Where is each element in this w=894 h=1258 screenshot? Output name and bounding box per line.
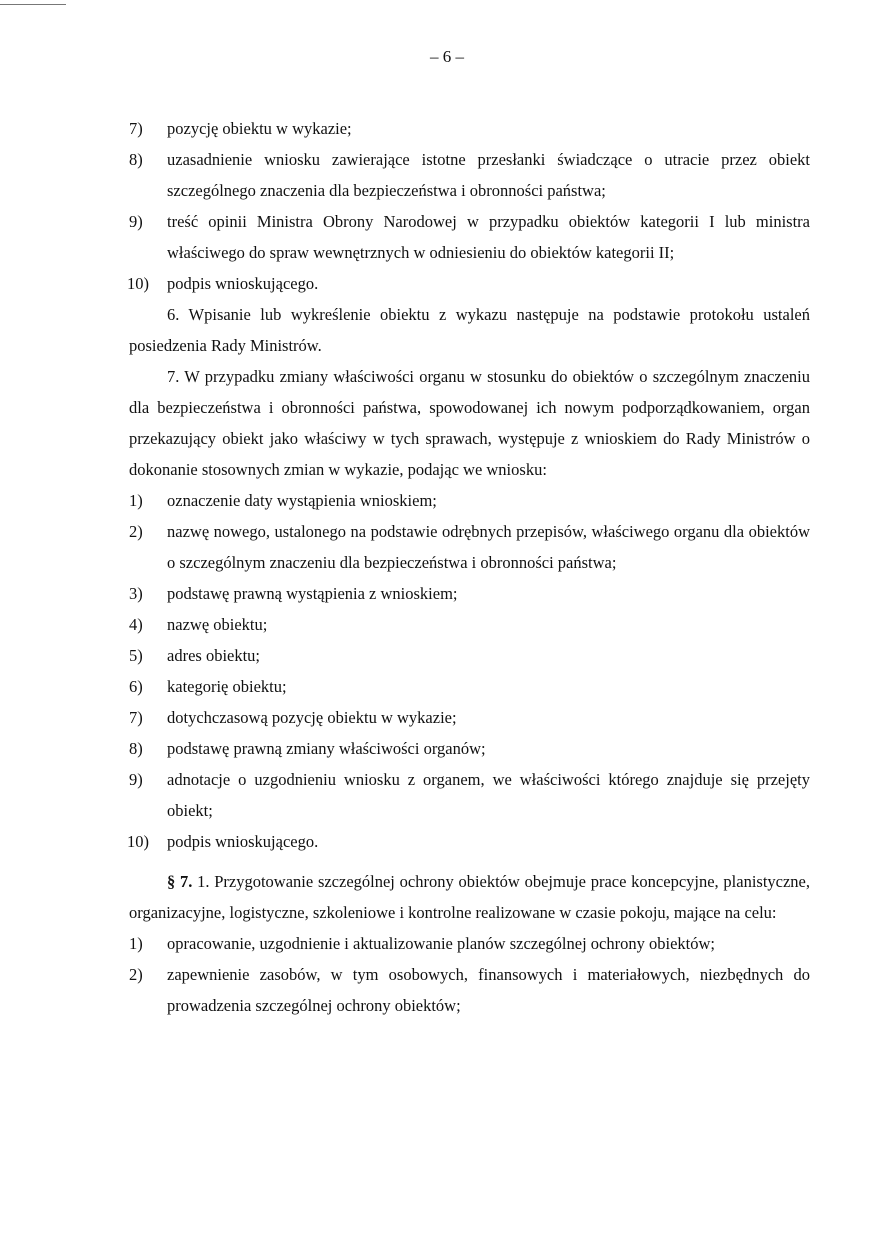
- list-item-text: podpis wnioskującego.: [167, 832, 319, 851]
- paragraph-6: 6. Wpisanie lub wykreślenie obiektu z wykazu następuje na podstawie protokołu ustaleń posiedzenia Rady Ministrów.: [129, 305, 810, 355]
- list-item-text: opracowanie, uzgodnienie i aktualizowanie planów szczególnej ochrony obiektów;: [167, 934, 715, 953]
- list-item-text: nazwę nowego, ustalonego na podstawie odrębnych przepisów, właściwego organu dla obiektów o szczególnym znaczeniu dla bezpieczeństwa i obronności państwa;: [167, 522, 810, 572]
- list-item: [129, 516, 810, 578]
- list-item-text: dotychczasową pozycję obiektu w wykazie;: [167, 708, 457, 727]
- list-b: [129, 485, 810, 857]
- list-item-number: 10): [127, 274, 149, 293]
- list-item: [129, 733, 810, 764]
- list-item: [129, 959, 810, 1021]
- list-item-number: 1): [129, 934, 143, 953]
- list-item-number: 2): [129, 965, 143, 984]
- list-item-text: podstawę prawną wystąpienia z wnioskiem;: [167, 584, 458, 603]
- list-item-number: 9): [129, 212, 143, 231]
- list-item: [129, 671, 810, 702]
- list-a: [129, 113, 810, 299]
- list-item-text: zapewnienie zasobów, w tym osobowych, finansowych i materiałowych, niezbędnych do prowadzenia szczególnej ochrony obiektów;: [167, 965, 810, 1015]
- list-item-number: 6): [129, 677, 143, 696]
- list-item-text: podstawę prawną zmiany właściwości organów;: [167, 739, 486, 758]
- list-item: [129, 826, 810, 857]
- list-item-number: 2): [129, 522, 143, 541]
- section-7-paragraph: [129, 866, 810, 928]
- list-item-text: adres obiektu;: [167, 646, 261, 665]
- list-item-number: 4): [129, 615, 143, 634]
- list-item: [129, 764, 810, 826]
- page-number: – 6 –: [430, 47, 464, 66]
- list-item: [129, 113, 810, 144]
- list-item: [129, 640, 810, 671]
- list-item-number: 7): [129, 708, 143, 727]
- list-item-text: oznaczenie daty wystąpienia wnioskiem;: [167, 491, 437, 510]
- list-item: [129, 928, 810, 959]
- list-item: [129, 206, 810, 268]
- list-item-text: nazwę obiektu;: [167, 615, 268, 634]
- list-item-text: adnotacje o uzgodnieniu wniosku z organem, we właściwości którego znajduje się przejęty obiekt;: [167, 770, 810, 820]
- list-item-text: treść opinii Ministra Obrony Narodowej w przypadku obiektów kategorii I lub ministra właściwego do spraw wewnętrznych w odniesieniu do obiektów kategorii II;: [167, 212, 810, 262]
- list-item-number: 1): [129, 491, 143, 510]
- list-c: [129, 928, 810, 1021]
- list-item-text: podpis wnioskującego.: [167, 274, 319, 293]
- list-item-number: 10): [127, 832, 149, 851]
- list-item-number: 8): [129, 150, 143, 169]
- list-item-number: 5): [129, 646, 143, 665]
- list-item: [129, 268, 810, 299]
- section-7-text: 1. Przygotowanie szczególnej ochrony obiektów obejmuje prace koncepcyjne, planistyczne, organizacyjne, logistyczne, szkoleniowe i kontrolne realizowane w czasie pokoju, mające na celu:: [129, 872, 811, 922]
- list-item-number: 9): [129, 770, 143, 789]
- list-item-number: 3): [129, 584, 143, 603]
- list-item-text: kategorię obiektu;: [167, 677, 287, 696]
- list-item: [129, 485, 810, 516]
- list-item: [129, 702, 810, 733]
- list-item: [129, 578, 810, 609]
- list-item-number: 7): [129, 119, 143, 138]
- document-body: [129, 113, 810, 1021]
- list-item-text: uzasadnienie wniosku zawierające istotne przesłanki świadczące o utracie przez obiekt szczególnego znaczenia dla bezpieczeństwa i obronności państwa;: [167, 150, 810, 200]
- list-item: [129, 144, 810, 206]
- list-item-text: pozycję obiektu w wykazie;: [167, 119, 352, 138]
- top-rule: [0, 4, 66, 5]
- section-mark: § 7.: [167, 872, 193, 891]
- list-item: [129, 609, 810, 640]
- list-item-number: 8): [129, 739, 143, 758]
- paragraph-7: 7. W przypadku zmiany właściwości organu w stosunku do obiektów o szczególnym znaczeniu dla bezpieczeństwa i obronności państwa, spowodowanej ich nowym podporządkowaniem, organ przekazujący obiekt jako właściwy w tych sprawach, występuje z wnioskiem do Rady Ministrów o dokonanie stosownych zmian w wykazie, podając we wniosku:: [129, 367, 810, 479]
